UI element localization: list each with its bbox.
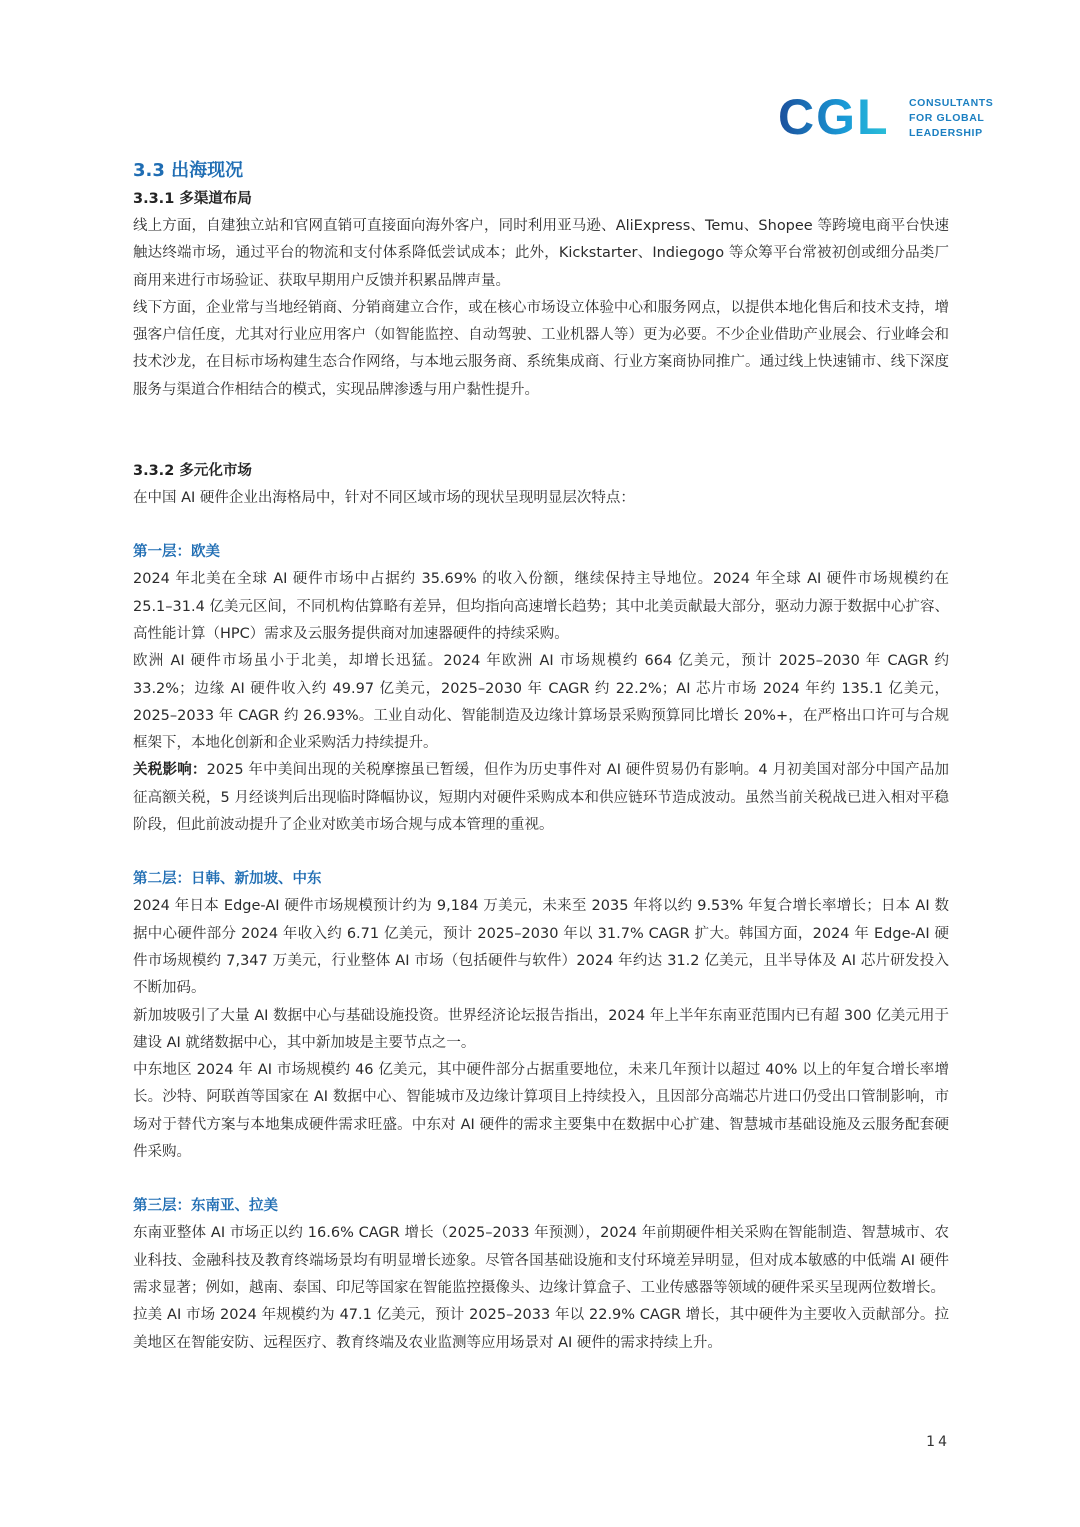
cgl-logo-text (909, 96, 993, 141)
paragraph-north-america: 2024 年北美在全球 AI 硬件市场中占据约 35.69% 的收入份额，继续保持主导地位。2024 年全球 AI 硬件市场规模约在 25.1–31.4 亿美元区间，不同机构估算略有差异，但均指向高速增长趋势；其中北美贡献最大部分，驱动力源于数据中心扩容、高性能计算（HPC）需求及云服务提供商对加速器硬件的持续采购。 (133, 571, 949, 642)
paragraph-singapore: 新加坡吸引了大量 AI 数据中心与基础设施投资。世界经济论坛报告指出，2024 年上半年东南亚范围内已有超 300 亿美元用于建设 AI 就绪数据中心，其中新加坡是主要节点之一。 (133, 1007, 949, 1051)
section-title: 3.3 出海现况 (133, 160, 244, 181)
tier2-title: 第二层：日韩、新加坡、中东 (133, 871, 322, 888)
cgl-logo-mark: CGL (778, 89, 890, 145)
paragraph-offline: 线下方面，企业常与当地经销商、分销商建立合作，或在核心市场设立体验中心和服务网点，以提供本地化售后和技术支持，增强客户信任度，尤其对行业应用客户（如智能监控、自动驾驶、工业机器人等）更为必要。不少企业借助产业展会、行业峰会和技术沙龙，在目标市场构建生态合作网络，与本地云服务商、系统集成商、行业方案商协同推广。通过线上快速铺市、线下深度服务与渠道合作相结合的模式，实现品牌渗透与用户黏性提升。 (133, 299, 949, 398)
cgl-logo (778, 89, 1008, 145)
paragraph-latin-america: 拉美 AI 市场 2024 年规模约为 47.1 亿美元，预计 2025–2033 年以 22.9% CAGR 增长，其中硬件为主要收入贡献部分。拉美地区在智能安防、远程医疗、教育终端及农业监测等应用场景对 AI 硬件的需求持续上升。 (133, 1307, 949, 1351)
tariff-text: 2025 年中美间出现的关税摩擦虽已暂缓，但作为历史事件对 AI 硬件贸易仍有影响。4 月初美国对部分中国产品加征高额关税，5 月经谈判后出现临时降幅协议，短期内对硬件采购成本和供应链环节造成波动。虽然当前关税战已进入相对平稳阶段，但此前波动提升了企业对欧美市场合规与成本管理的重视。 (133, 762, 949, 834)
spacer (133, 404, 949, 458)
spacer (133, 839, 949, 866)
subsection-title-markets: 3.3.2 多元化市场 (133, 463, 252, 480)
logo-line-3: LEADERSHIP (909, 127, 983, 139)
tariff-label: 关税影响： (133, 762, 207, 779)
spacer (133, 512, 949, 539)
logo-line-2: FOR GLOBAL (909, 112, 985, 124)
paragraph-europe: 欧洲 AI 硬件市场虽小于北美，却增长迅猛。2024 年欧洲 AI 市场规模约 664 亿美元，预计 2025–2030 年 CAGR 约 33.2%；边缘 AI 硬件收入约 49.97 亿美元，2025–2030 年 CAGR 约 22.2%；AI 芯片市场 2024 年约 135.1 亿美元，2025–2033 年 CAGR 约 26.93%。工业自动化、智能制造及边缘计算场景采购预算同比增长 20%+，在严格出口许可与合规框架下，本地化创新和企业采购活力持续提升。 (133, 653, 949, 752)
paragraph-middle-east: 中东地区 2024 年 AI 市场规模约 46 亿美元，其中硬件部分占据重要地位，未来几年预计以超过 40% 以上的年复合增长率增长。沙特、阿联酋等国家在 AI 数据中心、智能城市及边缘计算项目上持续投入，且因部分高端芯片进口仍受出口管制影响，市场对于替代方案与本地集成硬件需求旺盛。中东对 AI 硬件的需求主要集中在数据中心扩建、智慧城市基础设施及云服务配套硬件采购。 (133, 1062, 949, 1161)
paragraph-southeast-asia: 东南亚整体 AI 市场正以约 16.6% CAGR 增长（2025–2033 年预测），2024 年前期硬件相关采购在智能制造、智慧城市、农业科技、金融科技及教育终端场景均有明显增长迹象。尽管各国基础设施和支付环境差异明显，但对成本敏感的中低端 AI 硬件需求显著；例如，越南、泰国、印尼等国家在智能监控摄像头、边缘计算盒子、工业传感器等领域的硬件采买呈现两位数增长。 (133, 1225, 949, 1296)
logo-line-1: CONSULTANTS (909, 97, 994, 109)
tier3-title: 第三层：东南亚、拉美 (133, 1198, 278, 1215)
page-content (133, 156, 949, 1357)
paragraph-japan-korea: 2024 年日本 Edge-AI 硬件市场规模预计约为 9,184 万美元，未来至 2035 年将以约 9.53% 年复合增长率增长；日本 AI 数据中心硬件部分 2024 年收入约 6.71 亿美元，预计 2025–2030 年以 31.7% CAGR 扩大。韩国方面，2024 年 Edge-AI 硬件市场规模约 7,347 万美元，行业整体 AI 市场（包括硬件与软件）2024 年约达 31.2 亿美元，且半导体及 AI 芯片研发投入不断加码。 (133, 898, 949, 997)
subsection-title-channels: 3.3.1 多渠道布局 (133, 191, 252, 207)
paragraph-tariff (133, 757, 949, 839)
page-number: 14 (926, 1434, 950, 1450)
tier1-title: 第一层：欧美 (133, 544, 220, 561)
paragraph-online: 线上方面，自建独立站和官网直销可直接面向海外客户，同时利用亚马逊、AliExpress、Temu、Shopee 等跨境电商平台快速触达终端市场，通过平台的物流和支付体系降低尝试成本；此外，Kickstarter、Indiegogo 等众筹平台常被初创或细分品类厂商用来进行市场验证、获取早期用户反馈并积累品牌声量。 (133, 218, 949, 289)
spacer (133, 1166, 949, 1193)
paragraph-markets-intro: 在中国 AI 硬件企业出海格局中，针对不同区域市场的现状呈现明显层次特点： (133, 490, 635, 507)
